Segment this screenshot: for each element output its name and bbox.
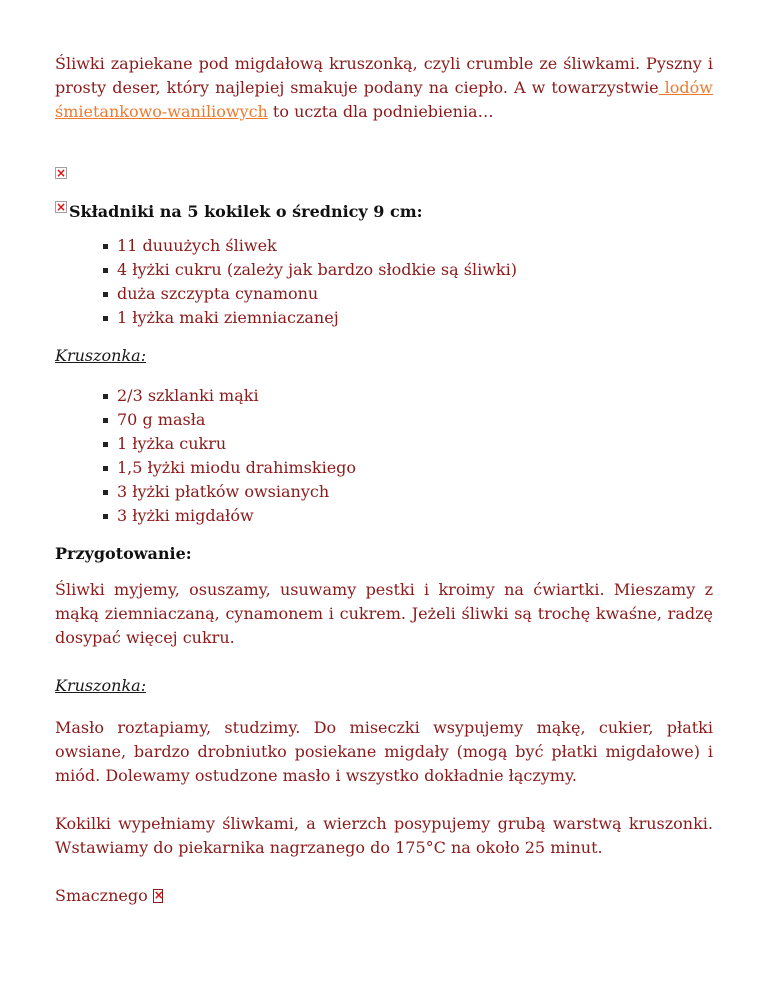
closing-text	[55, 884, 713, 908]
emoji-placeholder-icon	[153, 889, 163, 903]
preparation-paragraph-1: Śliwki myjemy, osuszamy, usuwamy pestki i kroimy na ćwiartki. Mieszamy z mąką ziemniaczaną, cynamonem i cukrem. Jeżeli śliwki są trochę kwaśne, radzę dosypać więcej cukru.	[55, 580, 713, 647]
preparation-heading: Przygotowanie:	[55, 544, 192, 563]
list-item: duża szczypta cynamonu	[103, 282, 713, 306]
ingredients-heading: Składniki na 5 kokilek o średnicy 9 cm:	[69, 202, 423, 221]
list-item: 4 łyżki cukru (zależy jak bardzo słodkie są śliwki)	[103, 258, 713, 282]
list-item: 3 łyżki płatków owsianych	[103, 480, 713, 504]
intro-paragraph	[55, 52, 713, 124]
crumble-preparation-subheading: Kruszonka:	[55, 676, 147, 695]
closing-label: Smacznego	[55, 886, 153, 905]
broken-image-icon	[55, 167, 67, 179]
list-item: 1 łyżka maki ziemniaczanej	[103, 306, 713, 330]
preparation-paragraph-3: Kokilki wypełniamy śliwkami, a wierzch posypujemy grubą warstwą kruszonki. Wstawiamy do piekarnika nagrzanego do 175°C na około 25 minut.	[55, 814, 713, 857]
image-placeholder-row	[55, 158, 713, 182]
ice-cream-link[interactable]: lodów śmietankowo-waniliowych	[55, 78, 714, 121]
list-item: 2/3 szklanki mąki	[103, 384, 713, 408]
ingredients-heading-row	[55, 200, 713, 224]
list-item: 3 łyżki migdałów	[103, 504, 713, 528]
preparation-paragraph-2: Masło roztapiamy, studzimy. Do miseczki wsypujemy mąkę, cukier, płatki owsiane, bardzo drobniutko posiekane migdały (mogą być płatki migdałowe) i miód. Dolewamy ostudzone masło i wszystko dokładnie łączymy.	[55, 718, 713, 785]
broken-image-icon	[55, 201, 67, 213]
intro-text: Śliwki zapiekane pod migdałową kruszonką, czyli crumble ze śliwkami. Pyszny i prosty deser, który najlepiej smakuje podany na ciepło. A w towarzystwie	[55, 54, 713, 97]
ingredients-list	[55, 234, 713, 330]
crumble-list	[55, 384, 713, 528]
crumble-subheading: Kruszonka:	[55, 346, 147, 365]
intro-text-end: to uczta dla podniebienia…	[267, 102, 494, 121]
list-item: 11 duuużych śliwek	[103, 234, 713, 258]
list-item: 70 g masła	[103, 408, 713, 432]
list-item: 1 łyżka cukru	[103, 432, 713, 456]
list-item: 1,5 łyżki miodu drahimskiego	[103, 456, 713, 480]
